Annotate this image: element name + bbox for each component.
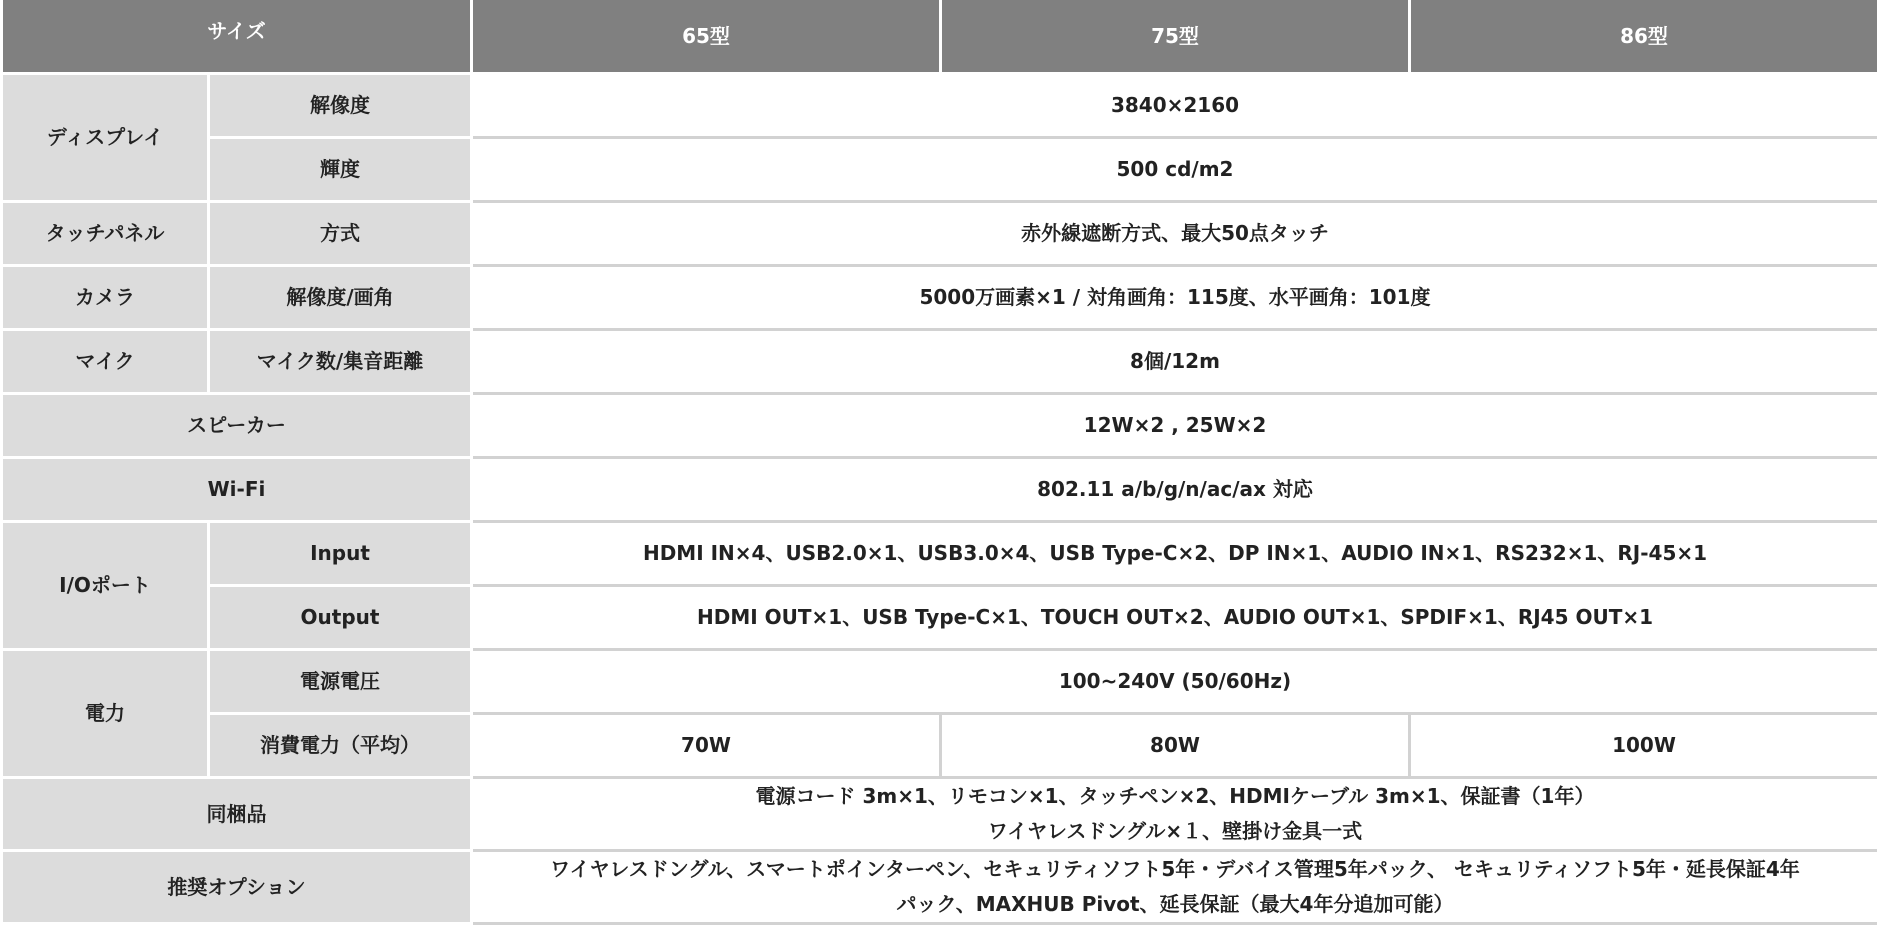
power-voltage-row [2, 650, 1877, 714]
model-65-header: 65型 [472, 0, 941, 74]
io-output-label: Output [209, 586, 472, 650]
display-brightness-row [2, 138, 1877, 202]
bundled-line-1: 電源コード 3m×1、リモコン×1、タッチペン×2、HDMIケーブル 3m×1、保証書（1年） [755, 784, 1595, 808]
options-category: 推奨オプション [2, 851, 472, 924]
options-line-2: パック、MAXHUB Pivot、延長保証（最大4年分追加可能） [896, 892, 1454, 916]
wifi-category: Wi-Fi [2, 458, 472, 522]
io-output-value: HDMI OUT×1、USB Type-C×1、TOUCH OUT×2、AUDIO OUT×1、SPDIF×1、RJ45 OUT×1 [472, 586, 1877, 650]
options-line-1: ワイヤレスドングル、スマートポインターペン、セキュリティソフト5年・デバイス管理5年パック、 セキュリティソフト5年・延長保証4年 [550, 857, 1800, 881]
power-consumption-label: 消費電力（平均） [209, 714, 472, 778]
touch-method-label: 方式 [209, 202, 472, 266]
brightness-value: 500 cd/m2 [472, 138, 1877, 202]
camera-category: カメラ [2, 266, 209, 330]
mic-spec-value: 8個/12m [472, 330, 1877, 394]
io-input-label: Input [209, 522, 472, 586]
display-category: ディスプレイ [2, 74, 209, 202]
io-input-row [2, 522, 1877, 586]
io-category: I/Oポート [2, 522, 209, 650]
size-header: サイズ [2, 0, 472, 74]
io-output-row [2, 586, 1877, 650]
model-86-header: 86型 [1410, 0, 1877, 74]
camera-spec-label: 解像度/画角 [209, 266, 472, 330]
speaker-row [2, 394, 1877, 458]
io-input-value: HDMI IN×4、USB2.0×1、USB3.0×4、USB Type-C×2、DP IN×1、AUDIO IN×1、RS232×1、RJ-45×1 [472, 522, 1877, 586]
display-resolution-row [2, 74, 1877, 138]
bundled-value [472, 778, 1877, 851]
speaker-value: 12W×2 , 25W×2 [472, 394, 1877, 458]
header-row [2, 0, 1877, 74]
resolution-value: 3840×2160 [472, 74, 1877, 138]
mic-row [2, 330, 1877, 394]
power-consumption-65: 70W [472, 714, 941, 778]
mic-spec-label: マイク数/集音距離 [209, 330, 472, 394]
model-75-header: 75型 [941, 0, 1410, 74]
power-category: 電力 [2, 650, 209, 778]
bundled-line-2: ワイヤレスドングル×１、壁掛け金具一式 [987, 819, 1363, 843]
bundled-row [2, 778, 1877, 851]
bundled-category: 同梱品 [2, 778, 472, 851]
touch-category: タッチパネル [2, 202, 209, 266]
power-voltage-label: 電源電圧 [209, 650, 472, 714]
options-value [472, 851, 1877, 924]
brightness-label: 輝度 [209, 138, 472, 202]
touch-method-value: 赤外線遮断方式、最大50点タッチ [472, 202, 1877, 266]
camera-spec-value: 5000万画素×1 / 対角画角：115度、水平画角：101度 [472, 266, 1877, 330]
mic-category: マイク [2, 330, 209, 394]
speaker-category: スピーカー [2, 394, 472, 458]
resolution-label: 解像度 [209, 74, 472, 138]
power-consumption-75: 80W [941, 714, 1410, 778]
power-consumption-row [2, 714, 1877, 778]
power-voltage-value: 100~240V (50/60Hz) [472, 650, 1877, 714]
camera-row [2, 266, 1877, 330]
wifi-value: 802.11 a/b/g/n/ac/ax 対応 [472, 458, 1877, 522]
power-consumption-86: 100W [1410, 714, 1877, 778]
touch-row [2, 202, 1877, 266]
wifi-row [2, 458, 1877, 522]
options-row [2, 851, 1877, 924]
